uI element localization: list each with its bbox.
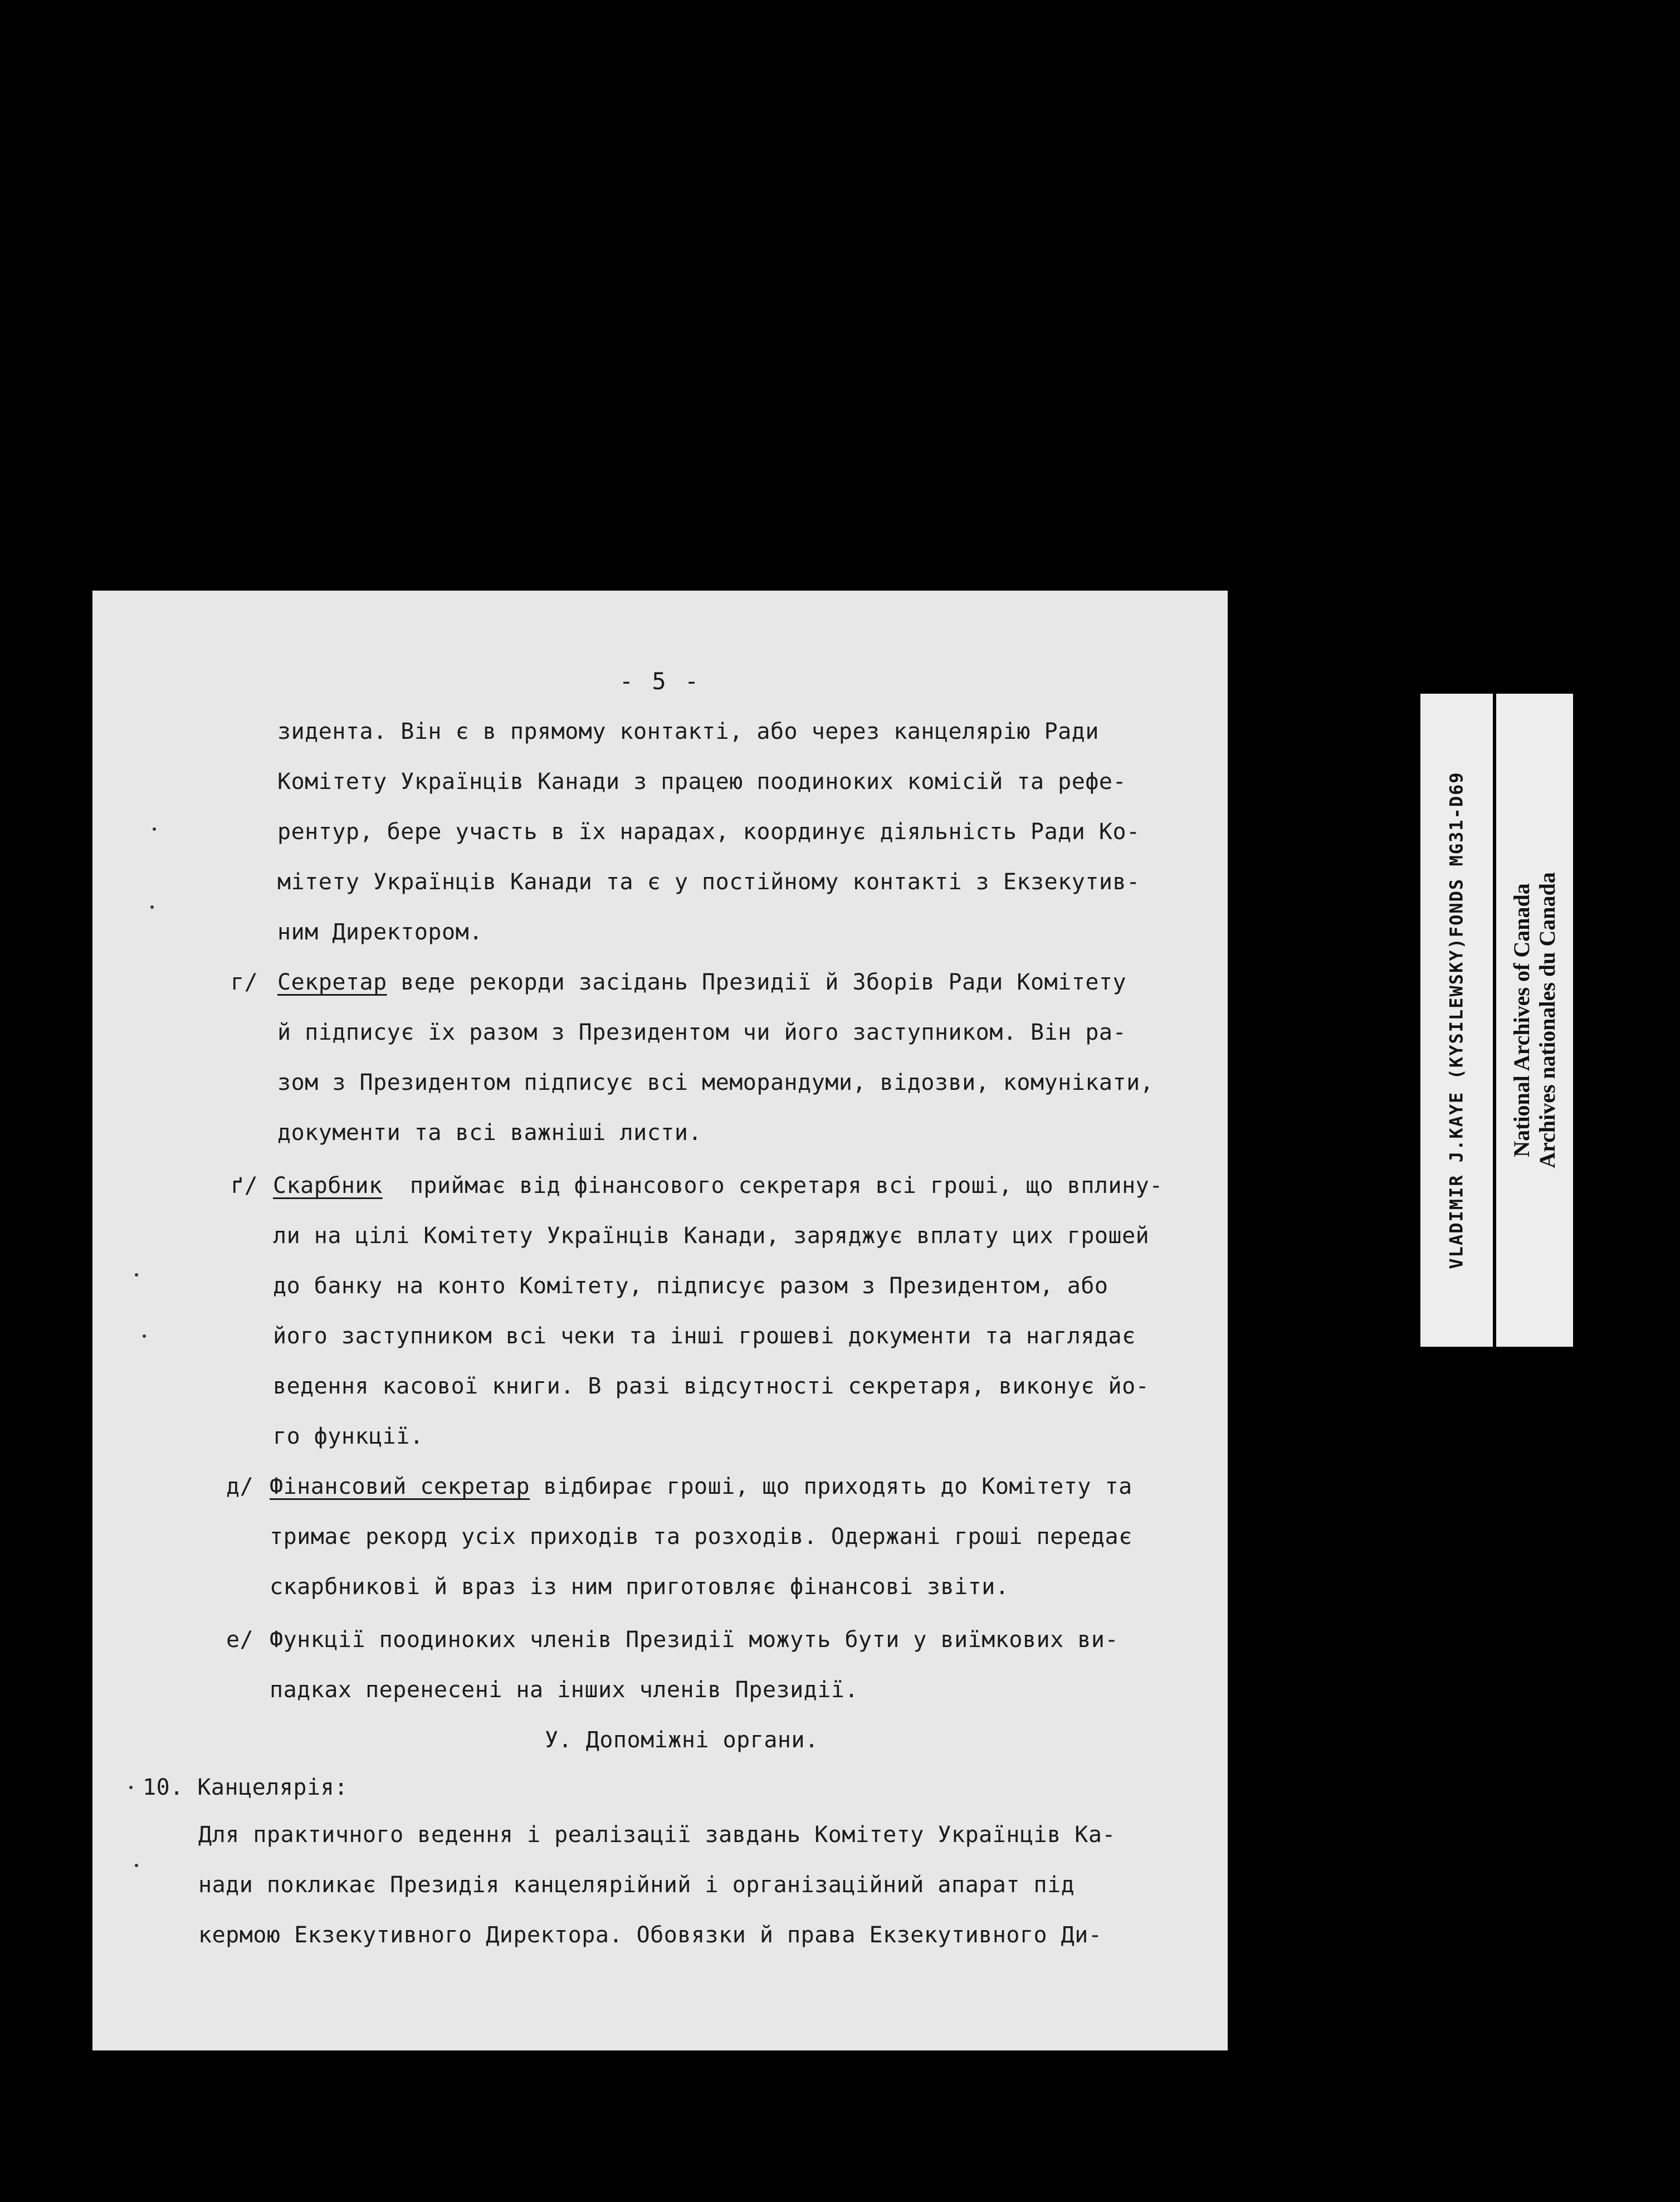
text-line: Функції поодиноких членів Президії можуть бути у виїмкових ви-: [270, 1627, 1119, 1653]
scan-speck: [143, 1334, 146, 1338]
institution-fr: Archives nationales du Canada: [1535, 872, 1560, 1168]
text-fragment: відбирає гроші, що приходять до Комітету та: [530, 1474, 1132, 1499]
term-treasurer: Скарбник: [273, 1173, 383, 1199]
text-line: падках перенесені на інших членів Президії.: [270, 1677, 859, 1703]
scan-speck: [135, 1273, 138, 1277]
item-marker: д/: [226, 1474, 254, 1499]
subsection-heading: 10. Канцелярія:: [143, 1775, 348, 1800]
document-page: [92, 591, 1228, 2050]
text-line: тримає рекорд усіх приходів та розходів. Одержані гроші передає: [270, 1524, 1132, 1550]
term-financial-secretary: Фінансовий секретар: [270, 1474, 530, 1499]
text-line: ведення касової книги. В разі відсутності секретаря, виконує йо-: [273, 1373, 1150, 1399]
fonds-text: VLADIMIR J.KAYE (KYSILEWSKY)FONDS MG31-D69: [1446, 771, 1467, 1269]
scan-speck: [150, 905, 154, 909]
text-line: зом з Президентом підписує всі меморандуми, відозви, комунікати,: [277, 1070, 1154, 1095]
text-line: [270, 1474, 1132, 1499]
text-line: рентур, бере участь в їх нарадах, координує діяльність Ради Ко-: [277, 819, 1140, 845]
text-line: ли на цілі Комітету Українців Канади, заряджує вплату цих грошей: [273, 1223, 1150, 1249]
text-line: Для практичного ведення і реалізації завдань Комітету Українців Ка-: [198, 1822, 1116, 1848]
text-line: його заступником всі чеки та інші грошеві документи та наглядає: [273, 1323, 1136, 1349]
fonds-strip: [1420, 694, 1493, 1347]
text-line: [273, 1173, 1163, 1199]
text-line: кермою Екзекутивного Директора. Обовязки й права Екзекутивного Ди-: [198, 1922, 1102, 1948]
item-marker: ґ/: [231, 1173, 258, 1199]
term-secretary: Секретар: [277, 970, 387, 995]
text-line: Комітету Українців Канади з працею поодиноких комісій та рефе-: [277, 769, 1127, 795]
archive-label: [1420, 694, 1573, 1347]
scan-speck: [129, 1786, 133, 1789]
text-fragment: веде рекорди засідань Президії й Зборів Ради Комітету: [387, 970, 1127, 995]
text-line: го функції.: [273, 1424, 424, 1449]
text-line: зидента. Він є в прямому контакті, або через канцелярію Ради: [277, 719, 1099, 744]
institution-strip: [1496, 694, 1573, 1347]
institution-text: [1509, 872, 1560, 1168]
scan-speck: [135, 1864, 138, 1867]
item-marker: е/: [226, 1627, 254, 1653]
text-line: [277, 970, 1126, 995]
scan-speck: [153, 827, 156, 831]
text-line: до банку на конто Комітету, підписує разом з Президентом, або: [273, 1273, 1108, 1299]
text-line: нади покликає Президія канцелярійний і організаційний апарат під: [198, 1872, 1075, 1898]
page-number: - 5 -: [619, 668, 701, 695]
text-line: мітету Українців Канади та є у постійному контакті з Екзекутив-: [277, 869, 1140, 895]
text-line: документи та всі важніші листи.: [277, 1120, 702, 1146]
institution-en: National Archives of Canada: [1509, 883, 1534, 1157]
text-line: й підписує їх разом з Президентом чи його заступником. Він ра-: [277, 1020, 1127, 1045]
section-heading: У. Допоміжні органи.: [545, 1727, 819, 1753]
text-fragment: приймає від фінансового секретаря всі гроші, що вплину-: [382, 1173, 1163, 1199]
item-marker: г/: [231, 970, 258, 995]
text-line: скарбникові й враз із ним приготовляє фінансові звіти.: [270, 1574, 1009, 1600]
text-line: ним Директором.: [277, 919, 483, 945]
